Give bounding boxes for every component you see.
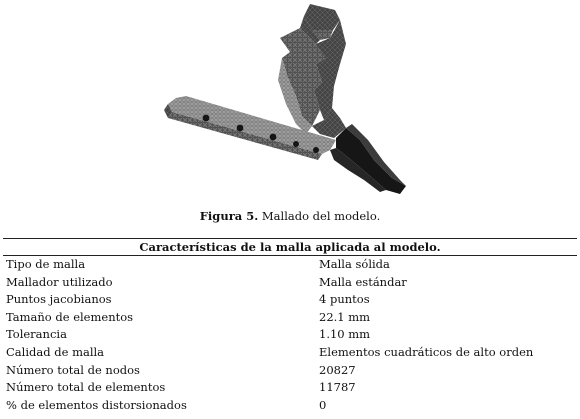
row-value: 0 (319, 397, 327, 412)
mesh-model-figure (0, 0, 580, 205)
mesh-model-image (0, 0, 580, 205)
row-value: 22.1 mm (319, 309, 371, 324)
row-label: Número total de elementos (6, 380, 166, 395)
table-row (3, 397, 577, 415)
row-label: Mallador utilizado (6, 274, 113, 289)
row-label: Calidad de malla (6, 344, 105, 359)
row-label: Tolerancia (6, 327, 67, 342)
row-label: Tipo de malla (6, 257, 86, 271)
figure-caption-label: Figura 5. (199, 209, 259, 223)
row-value: 11787 (319, 380, 356, 395)
table-row (3, 291, 577, 309)
row-value: 4 puntos (319, 292, 370, 307)
table-row (3, 379, 577, 397)
bolt-hole (313, 147, 319, 153)
bolt-hole (203, 115, 210, 122)
row-value: Malla estándar (319, 274, 407, 289)
table-row (3, 309, 577, 327)
figure-caption-text: Mallado del modelo. (258, 209, 381, 223)
table-row (3, 362, 577, 380)
row-value: 1.10 mm (319, 327, 371, 342)
figure-caption (0, 208, 580, 224)
bolt-hole (237, 125, 244, 132)
row-value: 20827 (319, 362, 356, 377)
table-row (3, 274, 577, 292)
blade (330, 124, 406, 194)
bolt-hole (293, 141, 299, 147)
row-label: % de elementos distorsionados (6, 397, 187, 412)
table-title: Características de la malla aplicada al modelo. (139, 240, 441, 254)
table-row (3, 256, 577, 274)
row-label: Puntos jacobianos (6, 292, 112, 307)
table-row (3, 326, 577, 344)
table-row (3, 344, 577, 362)
mesh-characteristics-table (3, 238, 577, 414)
bolt-hole (270, 134, 277, 141)
row-label: Número total de nodos (6, 362, 140, 377)
row-value: Malla sólida (319, 257, 390, 271)
row-value: Elementos cuadráticos de alto orden (319, 344, 534, 359)
row-label: Tamaño de elementos (6, 309, 134, 324)
